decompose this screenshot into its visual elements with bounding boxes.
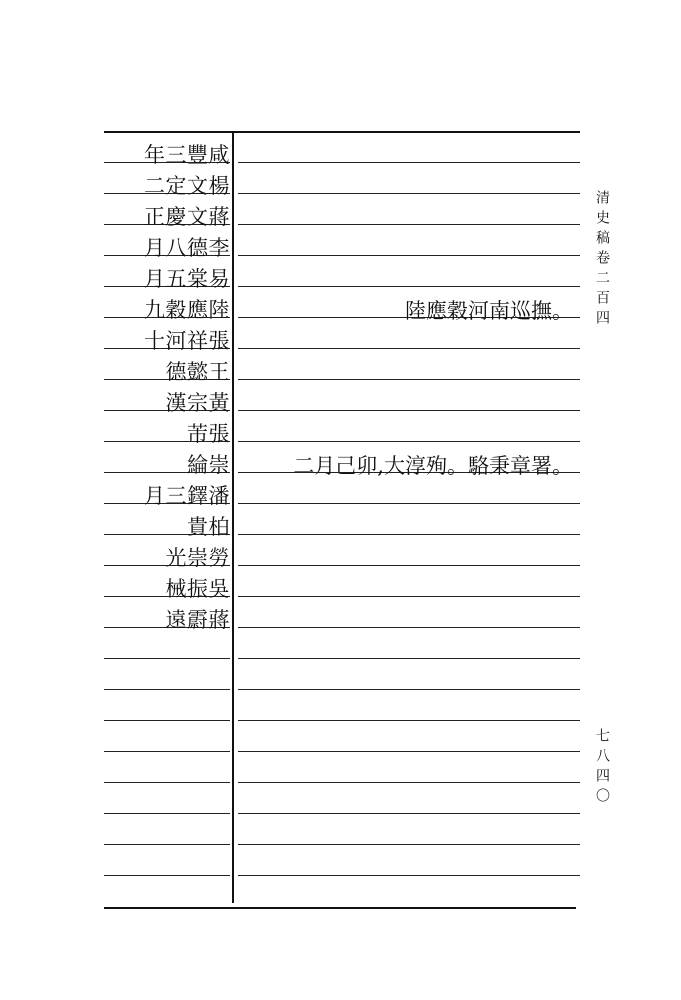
row-rule: [238, 348, 580, 349]
left-row: 光崇勞: [165, 546, 230, 570]
row-rule: [238, 689, 580, 690]
left-row: 月八德李: [144, 236, 230, 260]
entry-row11: 二月己卯,大淳殉。駱秉章署。: [293, 454, 573, 478]
table-top-rule: [104, 131, 580, 133]
left-row: 月三鐸潘: [144, 484, 230, 508]
row-rule: [104, 813, 230, 814]
row-rule: [238, 503, 580, 504]
row-rule: [238, 875, 580, 876]
left-row: 遠霨蔣: [165, 608, 230, 632]
entry-row6: 陸應穀河南巡撫。: [405, 299, 573, 323]
row-rule: [104, 844, 230, 845]
row-rule: [238, 596, 580, 597]
row-rule: [238, 751, 580, 752]
left-row: 芾張: [187, 422, 230, 446]
row-rule: [104, 875, 230, 876]
row-rule: [104, 782, 230, 783]
page-number: 七八四〇: [594, 728, 610, 808]
row-rule: [104, 658, 230, 659]
left-row: 月五棠易: [144, 267, 230, 291]
row-rule: [238, 193, 580, 194]
row-rule: [238, 441, 580, 442]
row-rule: [238, 813, 580, 814]
row-rule: [238, 627, 580, 628]
left-row: 貴柏: [187, 515, 230, 539]
row-rule: [104, 751, 230, 752]
row-rule: [238, 162, 580, 163]
left-row: 綸崇: [187, 453, 230, 477]
left-row: 九穀應陸: [144, 298, 230, 322]
row-rule: [238, 224, 580, 225]
row-rule: [238, 379, 580, 380]
row-rule: [238, 565, 580, 566]
row-rule: [238, 720, 580, 721]
running-head: 清史稿卷二百四: [594, 190, 610, 330]
row-rule: [238, 410, 580, 411]
left-row: 械振吳: [165, 577, 230, 601]
row-rule: [238, 255, 580, 256]
column-divider: [232, 131, 234, 903]
left-row: 德懿王: [165, 360, 230, 384]
row-rule: [238, 782, 580, 783]
left-row: 年三豐咸: [144, 143, 230, 167]
row-rule: [238, 534, 580, 535]
row-rule: [238, 844, 580, 845]
row-rule: [104, 689, 230, 690]
row-rule: [104, 720, 230, 721]
left-row: 漢宗黃: [165, 391, 230, 415]
left-row: 正慶文蔣: [144, 205, 230, 229]
row-rule: [238, 286, 580, 287]
left-row: 二定文楊: [144, 174, 230, 198]
left-row: 十河祥張: [144, 329, 230, 353]
table-bottom-rule: [104, 907, 576, 909]
row-rule: [238, 658, 580, 659]
